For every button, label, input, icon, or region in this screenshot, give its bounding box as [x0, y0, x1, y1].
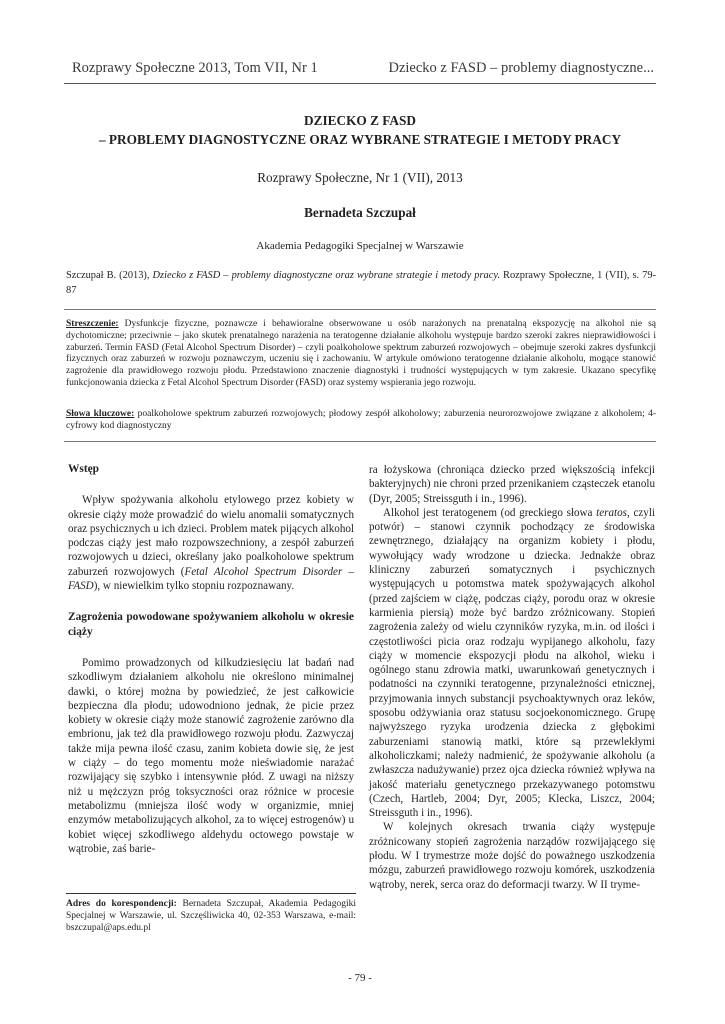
footnote-divider — [66, 893, 356, 894]
section-heading-introduction: Wstęp — [68, 463, 100, 475]
author-affiliation: Akademia Pedagogiki Specjalnej w Warszawie — [256, 240, 464, 252]
keywords-text: poalkoholowe spektrum zaburzeń rozwojowych; płodowy zespół alkoholowy; zaburzenia neurorozwojowe związane z alkoholem; 4-cyfrowy kod diagnostyczny — [66, 409, 656, 431]
keywords — [66, 409, 656, 433]
title-line-1: DZIECKO Z FASD — [303, 113, 417, 128]
abstract-label: Streszczenie: — [66, 319, 119, 329]
paragraph: ra łożyskowa (chroniąca dziecko przed większością infekcji bakteryjnych) nie chroni przed przenikaniem cząsteczek etanolu (Dyr, 2005; Streissguth i in., 1996). — [369, 464, 655, 505]
left-column — [68, 462, 354, 856]
paragraph-text: Alkohol jest teratogenem (od greckiego słowa — [383, 506, 597, 519]
paragraph-text: ), w niewielkim tylko stopniu rozpoznawany. — [93, 580, 295, 593]
header-divider — [64, 83, 656, 84]
paragraph-text: Wpływ spożywania alkoholu etylowego przez kobiety w okresie ciąży może prowadzić do wielu anomalii somatycznych oraz psychicznych u ich dzieci. Problem matek pijących alkohol podczas ciąży jest mało rozpowszechniony, a zespół zaburzeń rozwojowych u dzieci, określany jako poalkoholowe spektrum zaburzeń rozwojowych ( — [68, 494, 354, 578]
paragraph — [369, 506, 655, 821]
footnote-label: Adres do korespondencji: — [66, 899, 177, 909]
footnote-text: Bernadeta Szczupał, Akademia Pedagogiki Specjalnej w Warszawie, ul. Szczęśliwicka 40, 02-353 Warszawa, e-mail: bszczupal@aps.edu.pl — [66, 899, 356, 933]
title-line-2: – PROBLEMY DIAGNOSTYCZNE ORAZ WYBRANE STRATEGIE I METODY PRACY — [98, 132, 622, 147]
abstract-bottom-divider — [64, 441, 656, 442]
paragraph-text: , czyli potwór) – stanowi czynnik pochodzący ze środowiska zewnętrznego, działający na organizm kobiety i płodu, wywołujący wady wrodzone u dziecka. Jednakże obraz kliniczny zaburzeń somatycznych i psychicznych występujących u potomstwa matek spożywających alkohol (przed zajściem w ciążę, podczas ciąży, porodu oraz w okresie karmienia piersią) może być bardzo zróżnicowany. Stopień zagrożenia zależy od wielu czynników ryzyka, m.in. od ilości i częstotliwości picia oraz rodzaju wypijanego alkoholu, fazy ciąży w momencie ekspozycji płodu na alkohol, wieku i ogólnego stanu zdrowia matki, uwarunkowań genetycznych i podatności na czynniki teratogenne, przynależności etnicznej, przyjmowania innych substancji psychoaktywnych oraz leków, sposobu odżywiania oraz statusu socjoekonomicznego. Grupę najwyższego ryzyka urodzenia dziecka z głębokimi zaburzeniami stanowią matki, które są przewlekłymi alkoholiczkami; należy nadmienić, że spożywanie alkoholu (a zwłaszcza nadużywanie) przez ojca dziecka również wpływa na jakość materiału genetycznego przekazywanego potomstwu (Czech, Hartleb, 2004; Dyr, 2005; Klecka, Liszcz, 2004; Streissguth i in., 1996). — [369, 506, 656, 820]
abstract-top-divider — [64, 309, 656, 310]
correspondence-footnote — [66, 898, 356, 934]
running-header-right: Dziecko z FASD – problemy diagnostyczne... — [388, 60, 654, 76]
paragraph-italic: Fetal Alcohol Spectrum Disorder – FASD — [68, 565, 354, 593]
paragraph-italic: teratos — [596, 506, 627, 519]
running-header-left: Rozprawy Społeczne 2013, Tom VII, Nr 1 — [72, 60, 318, 76]
citation — [66, 268, 656, 298]
paragraph: Pomimo prowadzonych od kilkudziesięciu lat badań nad szkodliwym działaniem alkoholu nie określono minimalnej dawki, o której można by powiedzieć, że jest całkowicie bezpieczna dla płodu; udowodniono jednak, że picie przez kobiety w okresie ciąży może stanowić zagrożenie zarówno dla embrionu, jak też dla prawidłowego rozwoju płodu. Zazwyczaj także mija pewna ilość czasu, zanim kobieta dowie się, że jest w ciąży – do tego momentu może nieświadomie narażać rozwijający się szybko i intensywnie płód. Z uwagi na niższy niż u mężczyzn próg toksyczności oraz różnice w procesie metabolizmu (mniejsza ilość wody w organizmie, mniej enzymów metabolizujących alkohol, za to więcej estrogenów) u kobiet więcej szkodliwego aldehydu octowego powstaje w wątrobie, zaś barie- — [68, 656, 354, 855]
citation-prefix: Szczupał B. (2013), — [66, 270, 153, 281]
citation-title: Dziecko z FASD – problemy diagnostyczne oraz wybrane strategie i metody pracy. — [152, 270, 500, 281]
paragraph: W kolejnych okresach trwania ciąży występuje zróżnicowany stopień zagrożenia narządów rozwijającego się płodu. W I trymestrze może dojść do poważnego uszkodzenia mózgu, zaburzeń prawidłowego rozwoju komórek, uszkodzenia wątroby, nerek, serca oraz do deformacji twarzy. W II tryme- — [369, 821, 655, 891]
citation-suffix: Rozprawy Społeczne, 1 (VII), s. 79-87 — [66, 270, 657, 296]
abstract-text: Dysfunkcje fizyczne, poznawcze i behawioralne obserwowane u osób narażonych na prenatalną ekspozycję na alkohol nie są dychotomiczne; przeciwnie – jako skutek prenatalnego narażenia na teratogenne działanie alkoholu występuje bardzo szeroki zakres nieprawidłowości i zaburzeń. Termin FASD (Fetal Alcohol Spectrum Disorder) – czyli poalkoholowe spektrum zaburzeń rozwojowych – obejmuje szeroki zakres dysfunkcji fizycznych oraz zaburzeń w rozwoju poznawczym, uczeniu się i zachowaniu. W artykule omówiono teratogenne działanie alkoholu, mogące stanowić zagrożenie dla prawidłowego rozwoju płodu. Przedstawiono znaczenie diagnostyki i trudności występujących w tym zakresie. Ukazano specyfikę funkcjonowania dziecka z Fetal Alcohol Spectrum Disorder (FASD) oraz systemy wspierania jego rozwoju. — [66, 319, 656, 388]
article-title — [64, 111, 656, 149]
section-heading-risks: Zagrożenia powodowane spożywaniem alkoholu w okresie ciąży — [68, 611, 354, 638]
journal-reference: Rozprawy Społeczne, Nr 1 (VII), 2013 — [257, 170, 463, 185]
keywords-label: Słowa kluczowe: — [66, 409, 135, 419]
paragraph — [68, 493, 354, 593]
right-column — [369, 463, 655, 892]
page-number: - 79 - — [348, 972, 372, 984]
abstract — [66, 319, 656, 390]
author-name: Bernadeta Szczupał — [304, 205, 416, 220]
